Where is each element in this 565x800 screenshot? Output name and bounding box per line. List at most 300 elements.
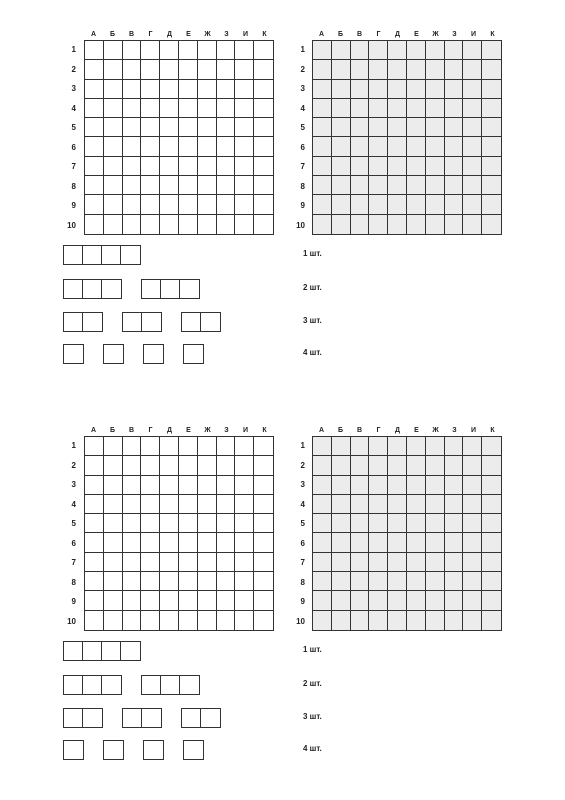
grid-cell[interactable] [313, 80, 332, 99]
enemy-board-grid[interactable] [312, 40, 502, 235]
grid-cell[interactable] [160, 476, 179, 495]
grid-cell[interactable] [369, 456, 388, 475]
grid-cell[interactable] [426, 533, 445, 552]
grid-cell[interactable] [351, 456, 370, 475]
grid-cell[interactable] [217, 215, 236, 234]
grid-cell[interactable] [445, 80, 464, 99]
grid-cell[interactable] [141, 41, 160, 60]
grid-cell[interactable] [198, 591, 217, 610]
grid-cell[interactable] [463, 137, 482, 156]
grid-cell[interactable] [332, 99, 351, 118]
grid-cell[interactable] [445, 611, 464, 630]
grid-cell[interactable] [445, 60, 464, 79]
grid-cell[interactable] [85, 495, 104, 514]
grid-cell[interactable] [482, 495, 501, 514]
grid-cell[interactable] [160, 41, 179, 60]
grid-cell[interactable] [123, 476, 142, 495]
grid-cell[interactable] [351, 591, 370, 610]
grid-cell[interactable] [217, 591, 236, 610]
grid-cell[interactable] [445, 195, 464, 214]
grid-cell[interactable] [369, 60, 388, 79]
grid-cell[interactable] [482, 80, 501, 99]
grid-cell[interactable] [160, 456, 179, 475]
grid-cell[interactable] [217, 456, 236, 475]
grid-cell[interactable] [141, 495, 160, 514]
grid-cell[interactable] [179, 495, 198, 514]
grid-cell[interactable] [85, 215, 104, 234]
grid-cell[interactable] [332, 611, 351, 630]
grid-cell[interactable] [123, 195, 142, 214]
grid-cell[interactable] [463, 476, 482, 495]
grid-cell[interactable] [160, 514, 179, 533]
grid-cell[interactable] [254, 215, 273, 234]
grid-cell[interactable] [351, 215, 370, 234]
grid-cell[interactable] [217, 514, 236, 533]
grid-cell[interactable] [482, 137, 501, 156]
grid-cell[interactable] [160, 553, 179, 572]
grid-cell[interactable] [160, 437, 179, 456]
grid-cell[interactable] [463, 591, 482, 610]
grid-cell[interactable] [463, 611, 482, 630]
grid-cell[interactable] [179, 591, 198, 610]
grid-cell[interactable] [217, 137, 236, 156]
grid-cell[interactable] [160, 60, 179, 79]
grid-cell[interactable] [235, 514, 254, 533]
grid-cell[interactable] [85, 195, 104, 214]
grid-cell[interactable] [179, 476, 198, 495]
grid-cell[interactable] [217, 533, 236, 552]
grid-cell[interactable] [104, 611, 123, 630]
grid-cell[interactable] [179, 157, 198, 176]
grid-cell[interactable] [426, 80, 445, 99]
grid-cell[interactable] [482, 215, 501, 234]
grid-cell[interactable] [217, 176, 236, 195]
grid-cell[interactable] [388, 591, 407, 610]
grid-cell[interactable] [482, 553, 501, 572]
grid-cell[interactable] [332, 157, 351, 176]
grid-cell[interactable] [445, 591, 464, 610]
grid-cell[interactable] [123, 41, 142, 60]
grid-cell[interactable] [407, 137, 426, 156]
grid-cell[interactable] [198, 80, 217, 99]
grid-cell[interactable] [445, 514, 464, 533]
grid-cell[interactable] [198, 572, 217, 591]
grid-cell[interactable] [313, 60, 332, 79]
grid-cell[interactable] [254, 176, 273, 195]
grid-cell[interactable] [369, 495, 388, 514]
grid-cell[interactable] [482, 99, 501, 118]
grid-cell[interactable] [313, 137, 332, 156]
grid-cell[interactable] [332, 41, 351, 60]
grid-cell[interactable] [388, 60, 407, 79]
grid-cell[interactable] [332, 195, 351, 214]
grid-cell[interactable] [313, 437, 332, 456]
grid-cell[interactable] [198, 533, 217, 552]
grid-cell[interactable] [123, 553, 142, 572]
grid-cell[interactable] [369, 533, 388, 552]
grid-cell[interactable] [217, 157, 236, 176]
grid-cell[interactable] [160, 157, 179, 176]
grid-cell[interactable] [445, 137, 464, 156]
grid-cell[interactable] [407, 553, 426, 572]
grid-cell[interactable] [254, 157, 273, 176]
grid-cell[interactable] [85, 157, 104, 176]
grid-cell[interactable] [141, 611, 160, 630]
grid-cell[interactable] [351, 176, 370, 195]
grid-cell[interactable] [179, 176, 198, 195]
grid-cell[interactable] [123, 80, 142, 99]
grid-cell[interactable] [426, 611, 445, 630]
grid-cell[interactable] [388, 157, 407, 176]
grid-cell[interactable] [123, 495, 142, 514]
grid-cell[interactable] [104, 572, 123, 591]
grid-cell[interactable] [351, 572, 370, 591]
grid-cell[interactable] [407, 157, 426, 176]
grid-cell[interactable] [407, 176, 426, 195]
grid-cell[interactable] [123, 514, 142, 533]
grid-cell[interactable] [104, 137, 123, 156]
grid-cell[interactable] [313, 41, 332, 60]
grid-cell[interactable] [198, 157, 217, 176]
grid-cell[interactable] [482, 533, 501, 552]
grid-cell[interactable] [85, 437, 104, 456]
grid-cell[interactable] [369, 157, 388, 176]
grid-cell[interactable] [235, 80, 254, 99]
grid-cell[interactable] [369, 215, 388, 234]
grid-cell[interactable] [445, 215, 464, 234]
grid-cell[interactable] [426, 215, 445, 234]
grid-cell[interactable] [85, 514, 104, 533]
grid-cell[interactable] [179, 553, 198, 572]
grid-cell[interactable] [388, 215, 407, 234]
grid-cell[interactable] [123, 591, 142, 610]
grid-cell[interactable] [332, 533, 351, 552]
grid-cell[interactable] [235, 476, 254, 495]
grid-cell[interactable] [407, 118, 426, 137]
grid-cell[interactable] [388, 553, 407, 572]
grid-cell[interactable] [160, 215, 179, 234]
grid-cell[interactable] [235, 553, 254, 572]
grid-cell[interactable] [426, 60, 445, 79]
grid-cell[interactable] [141, 60, 160, 79]
grid-cell[interactable] [388, 118, 407, 137]
grid-cell[interactable] [85, 456, 104, 475]
grid-cell[interactable] [198, 41, 217, 60]
grid-cell[interactable] [332, 476, 351, 495]
grid-cell[interactable] [123, 60, 142, 79]
grid-cell[interactable] [123, 176, 142, 195]
grid-cell[interactable] [160, 533, 179, 552]
grid-cell[interactable] [351, 476, 370, 495]
grid-cell[interactable] [369, 476, 388, 495]
grid-cell[interactable] [426, 437, 445, 456]
grid-cell[interactable] [482, 514, 501, 533]
grid-cell[interactable] [407, 195, 426, 214]
grid-cell[interactable] [463, 176, 482, 195]
grid-cell[interactable] [217, 476, 236, 495]
grid-cell[interactable] [445, 99, 464, 118]
grid-cell[interactable] [217, 495, 236, 514]
enemy-board-grid[interactable] [312, 436, 502, 631]
grid-cell[interactable] [388, 456, 407, 475]
grid-cell[interactable] [445, 572, 464, 591]
grid-cell[interactable] [313, 572, 332, 591]
grid-cell[interactable] [160, 611, 179, 630]
grid-cell[interactable] [369, 611, 388, 630]
grid-cell[interactable] [160, 176, 179, 195]
grid-cell[interactable] [313, 476, 332, 495]
grid-cell[interactable] [351, 99, 370, 118]
grid-cell[interactable] [351, 80, 370, 99]
grid-cell[interactable] [407, 437, 426, 456]
grid-cell[interactable] [407, 591, 426, 610]
grid-cell[interactable] [179, 533, 198, 552]
grid-cell[interactable] [313, 553, 332, 572]
grid-cell[interactable] [104, 514, 123, 533]
grid-cell[interactable] [198, 611, 217, 630]
grid-cell[interactable] [123, 456, 142, 475]
grid-cell[interactable] [85, 533, 104, 552]
grid-cell[interactable] [313, 195, 332, 214]
grid-cell[interactable] [351, 514, 370, 533]
grid-cell[interactable] [141, 176, 160, 195]
grid-cell[interactable] [123, 533, 142, 552]
grid-cell[interactable] [254, 533, 273, 552]
grid-cell[interactable] [235, 99, 254, 118]
grid-cell[interactable] [388, 176, 407, 195]
grid-cell[interactable] [445, 176, 464, 195]
grid-cell[interactable] [426, 195, 445, 214]
grid-cell[interactable] [463, 437, 482, 456]
grid-cell[interactable] [388, 495, 407, 514]
grid-cell[interactable] [217, 118, 236, 137]
grid-cell[interactable] [313, 176, 332, 195]
grid-cell[interactable] [235, 611, 254, 630]
grid-cell[interactable] [332, 437, 351, 456]
grid-cell[interactable] [217, 60, 236, 79]
grid-cell[interactable] [332, 514, 351, 533]
grid-cell[interactable] [217, 195, 236, 214]
grid-cell[interactable] [141, 514, 160, 533]
grid-cell[interactable] [313, 514, 332, 533]
grid-cell[interactable] [141, 456, 160, 475]
grid-cell[interactable] [426, 176, 445, 195]
grid-cell[interactable] [141, 99, 160, 118]
grid-cell[interactable] [332, 495, 351, 514]
grid-cell[interactable] [313, 456, 332, 475]
grid-cell[interactable] [388, 476, 407, 495]
grid-cell[interactable] [332, 591, 351, 610]
grid-cell[interactable] [388, 137, 407, 156]
grid-cell[interactable] [351, 437, 370, 456]
grid-cell[interactable] [123, 99, 142, 118]
grid-cell[interactable] [463, 118, 482, 137]
grid-cell[interactable] [198, 456, 217, 475]
grid-cell[interactable] [217, 99, 236, 118]
grid-cell[interactable] [254, 41, 273, 60]
grid-cell[interactable] [235, 157, 254, 176]
grid-cell[interactable] [445, 437, 464, 456]
grid-cell[interactable] [482, 157, 501, 176]
grid-cell[interactable] [482, 591, 501, 610]
grid-cell[interactable] [369, 572, 388, 591]
grid-cell[interactable] [332, 137, 351, 156]
grid-cell[interactable] [407, 215, 426, 234]
grid-cell[interactable] [463, 456, 482, 475]
grid-cell[interactable] [141, 137, 160, 156]
grid-cell[interactable] [351, 195, 370, 214]
grid-cell[interactable] [463, 215, 482, 234]
grid-cell[interactable] [179, 514, 198, 533]
grid-cell[interactable] [235, 572, 254, 591]
grid-cell[interactable] [123, 118, 142, 137]
grid-cell[interactable] [235, 195, 254, 214]
grid-cell[interactable] [123, 137, 142, 156]
grid-cell[interactable] [198, 99, 217, 118]
grid-cell[interactable] [388, 99, 407, 118]
grid-cell[interactable] [85, 137, 104, 156]
grid-cell[interactable] [445, 553, 464, 572]
grid-cell[interactable] [179, 215, 198, 234]
grid-cell[interactable] [445, 456, 464, 475]
grid-cell[interactable] [388, 533, 407, 552]
grid-cell[interactable] [123, 157, 142, 176]
own-board-grid[interactable] [84, 40, 274, 235]
grid-cell[interactable] [369, 591, 388, 610]
grid-cell[interactable] [141, 591, 160, 610]
grid-cell[interactable] [198, 60, 217, 79]
grid-cell[interactable] [407, 80, 426, 99]
grid-cell[interactable] [85, 476, 104, 495]
grid-cell[interactable] [198, 553, 217, 572]
grid-cell[interactable] [369, 80, 388, 99]
grid-cell[interactable] [254, 118, 273, 137]
grid-cell[interactable] [369, 553, 388, 572]
grid-cell[interactable] [482, 176, 501, 195]
grid-cell[interactable] [235, 137, 254, 156]
grid-cell[interactable] [426, 495, 445, 514]
grid-cell[interactable] [426, 591, 445, 610]
grid-cell[interactable] [254, 495, 273, 514]
grid-cell[interactable] [141, 553, 160, 572]
grid-cell[interactable] [179, 80, 198, 99]
grid-cell[interactable] [104, 176, 123, 195]
grid-cell[interactable] [85, 176, 104, 195]
grid-cell[interactable] [445, 118, 464, 137]
grid-cell[interactable] [332, 572, 351, 591]
grid-cell[interactable] [85, 60, 104, 79]
grid-cell[interactable] [141, 476, 160, 495]
grid-cell[interactable] [217, 572, 236, 591]
grid-cell[interactable] [160, 137, 179, 156]
grid-cell[interactable] [407, 60, 426, 79]
grid-cell[interactable] [160, 195, 179, 214]
grid-cell[interactable] [407, 99, 426, 118]
grid-cell[interactable] [351, 553, 370, 572]
grid-cell[interactable] [179, 118, 198, 137]
grid-cell[interactable] [141, 80, 160, 99]
grid-cell[interactable] [123, 572, 142, 591]
grid-cell[interactable] [482, 60, 501, 79]
grid-cell[interactable] [235, 215, 254, 234]
grid-cell[interactable] [235, 176, 254, 195]
grid-cell[interactable] [104, 41, 123, 60]
grid-cell[interactable] [351, 533, 370, 552]
grid-cell[interactable] [217, 41, 236, 60]
grid-cell[interactable] [426, 456, 445, 475]
grid-cell[interactable] [198, 137, 217, 156]
grid-cell[interactable] [388, 80, 407, 99]
grid-cell[interactable] [332, 456, 351, 475]
grid-cell[interactable] [104, 157, 123, 176]
grid-cell[interactable] [123, 215, 142, 234]
grid-cell[interactable] [482, 476, 501, 495]
grid-cell[interactable] [426, 118, 445, 137]
grid-cell[interactable] [463, 495, 482, 514]
grid-cell[interactable] [254, 456, 273, 475]
grid-cell[interactable] [141, 118, 160, 137]
grid-cell[interactable] [407, 572, 426, 591]
grid-cell[interactable] [85, 553, 104, 572]
grid-cell[interactable] [369, 195, 388, 214]
grid-cell[interactable] [388, 195, 407, 214]
grid-cell[interactable] [217, 80, 236, 99]
grid-cell[interactable] [463, 80, 482, 99]
grid-cell[interactable] [85, 80, 104, 99]
grid-cell[interactable] [254, 80, 273, 99]
grid-cell[interactable] [388, 611, 407, 630]
grid-cell[interactable] [313, 157, 332, 176]
grid-cell[interactable] [179, 99, 198, 118]
grid-cell[interactable] [369, 99, 388, 118]
grid-cell[interactable] [179, 195, 198, 214]
grid-cell[interactable] [198, 176, 217, 195]
grid-cell[interactable] [463, 60, 482, 79]
grid-cell[interactable] [254, 476, 273, 495]
grid-cell[interactable] [198, 118, 217, 137]
grid-cell[interactable] [407, 514, 426, 533]
grid-cell[interactable] [85, 572, 104, 591]
grid-cell[interactable] [104, 437, 123, 456]
grid-cell[interactable] [141, 533, 160, 552]
grid-cell[interactable] [217, 611, 236, 630]
grid-cell[interactable] [351, 157, 370, 176]
grid-cell[interactable] [482, 572, 501, 591]
grid-cell[interactable] [426, 41, 445, 60]
grid-cell[interactable] [332, 176, 351, 195]
grid-cell[interactable] [179, 456, 198, 475]
grid-cell[interactable] [332, 553, 351, 572]
grid-cell[interactable] [426, 476, 445, 495]
grid-cell[interactable] [198, 476, 217, 495]
grid-cell[interactable] [254, 553, 273, 572]
grid-cell[interactable] [254, 137, 273, 156]
grid-cell[interactable] [235, 533, 254, 552]
grid-cell[interactable] [482, 118, 501, 137]
grid-cell[interactable] [388, 437, 407, 456]
grid-cell[interactable] [254, 195, 273, 214]
grid-cell[interactable] [369, 437, 388, 456]
grid-cell[interactable] [254, 99, 273, 118]
grid-cell[interactable] [351, 495, 370, 514]
grid-cell[interactable] [254, 60, 273, 79]
grid-cell[interactable] [426, 553, 445, 572]
grid-cell[interactable] [179, 572, 198, 591]
grid-cell[interactable] [141, 215, 160, 234]
grid-cell[interactable] [351, 118, 370, 137]
grid-cell[interactable] [235, 437, 254, 456]
grid-cell[interactable] [369, 41, 388, 60]
